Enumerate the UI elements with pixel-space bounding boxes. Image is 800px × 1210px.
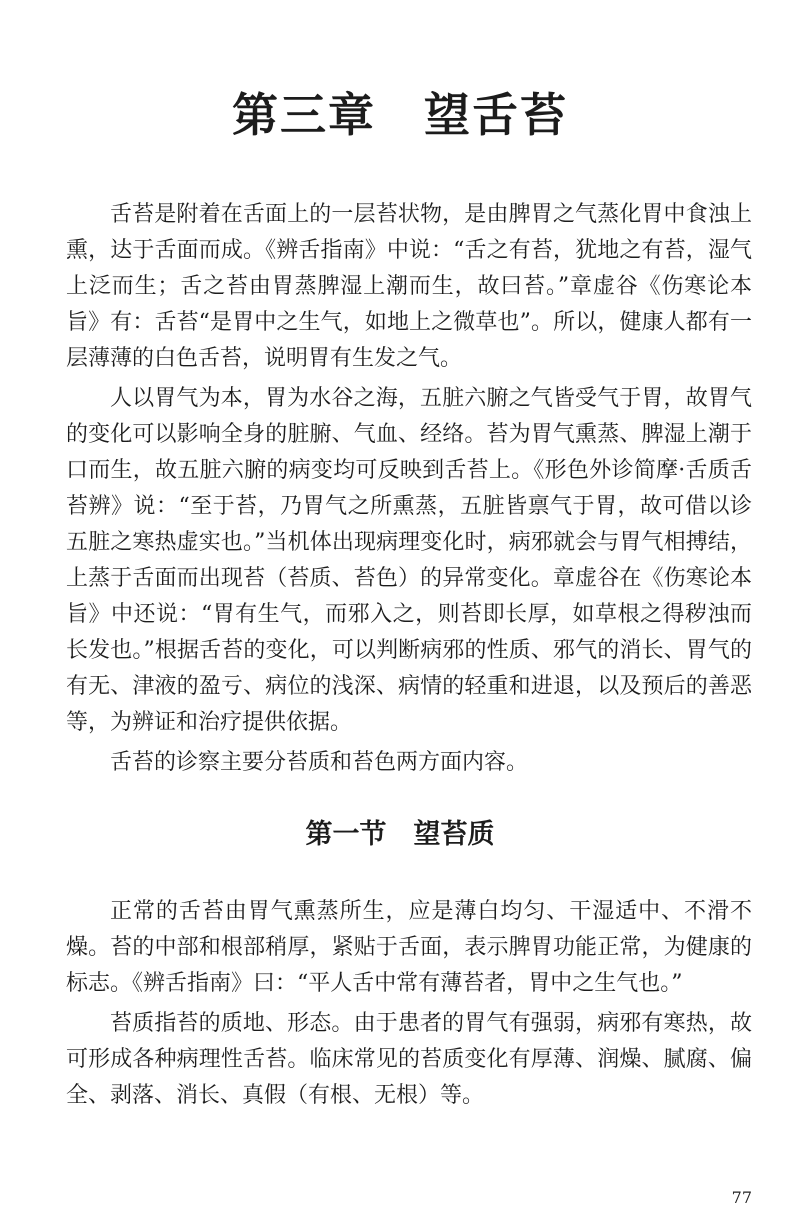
paragraph: 正常的舌苔由胃气熏蒸所生，应是薄白均匀、干湿适中、不滑不燥。苔的中部和根部稍厚，紧贴于舌面，表示脾胃功能正常，为健康的标志。《辨舌指南》曰：“平人舌中常有薄苔者，胃中之生气也。” bbox=[66, 899, 752, 996]
section-text bbox=[66, 894, 752, 1114]
section-title: 第一节 望苔质 bbox=[305, 819, 495, 850]
page-number: 77 bbox=[731, 1188, 752, 1207]
paragraph: 舌苔的诊察主要分苔质和苔色两方面内容。 bbox=[110, 750, 529, 775]
paragraph: 舌苔是附着在舌面上的一层苔状物，是由脾胃之气蒸化胃中食浊上熏，达于舌面而成。《辨舌指南》中说：“舌之有苔，犹地之有苔，湿气上泛而生；舌之苔由胃蒸脾湿上潮而生，故曰苔。”章虚谷《伤寒论本旨》有：舌苔“是胃中之生气，如地上之微草也”。所以，健康人都有一层薄薄的白色舌苔，说明胃有生发之气。 bbox=[66, 202, 752, 371]
paragraph: 人以胃气为本，胃为水谷之海，五脏六腑之气皆受气于胃，故胃气的变化可以影响全身的脏腑、气血、经络。苔为胃气熏蒸、脾湿上潮于口而生，故五脏六腑的病变均可反映到舌苔上。《形色外诊简摩·舌质舌苔辨》说：“至于苔，乃胃气之所熏蒸，五脏皆禀气于胃，故可借以诊五脏之寒热虚实也。”当机体出现病理变化时，病邪就会与胃气相搏结，上蒸于舌面而出现苔（苔质、苔色）的异常变化。章虚谷在《伤寒论本旨》中还说：“胃有生气，而邪入之，则苔即长厚，如草根之得秽浊而长发也。”根据舌苔的变化，可以判断病邪的性质、邪气的消长、胃气的有无、津液的盈亏、病位的浅深、病情的轻重和进退，以及预后的善恶等，为辨证和治疗提供依据。 bbox=[66, 386, 752, 735]
chapter-intro-text bbox=[66, 197, 752, 781]
chapter-title: 第三章 望舌苔 bbox=[232, 88, 568, 142]
paragraph: 苔质指苔的质地、形态。由于患者的胃气有强弱，病邪有寒热，故可形成各种病理性舌苔。临床常见的苔质变化有厚薄、润燥、腻腐、偏全、剥落、消长、真假（有根、无根）等。 bbox=[66, 1011, 752, 1108]
